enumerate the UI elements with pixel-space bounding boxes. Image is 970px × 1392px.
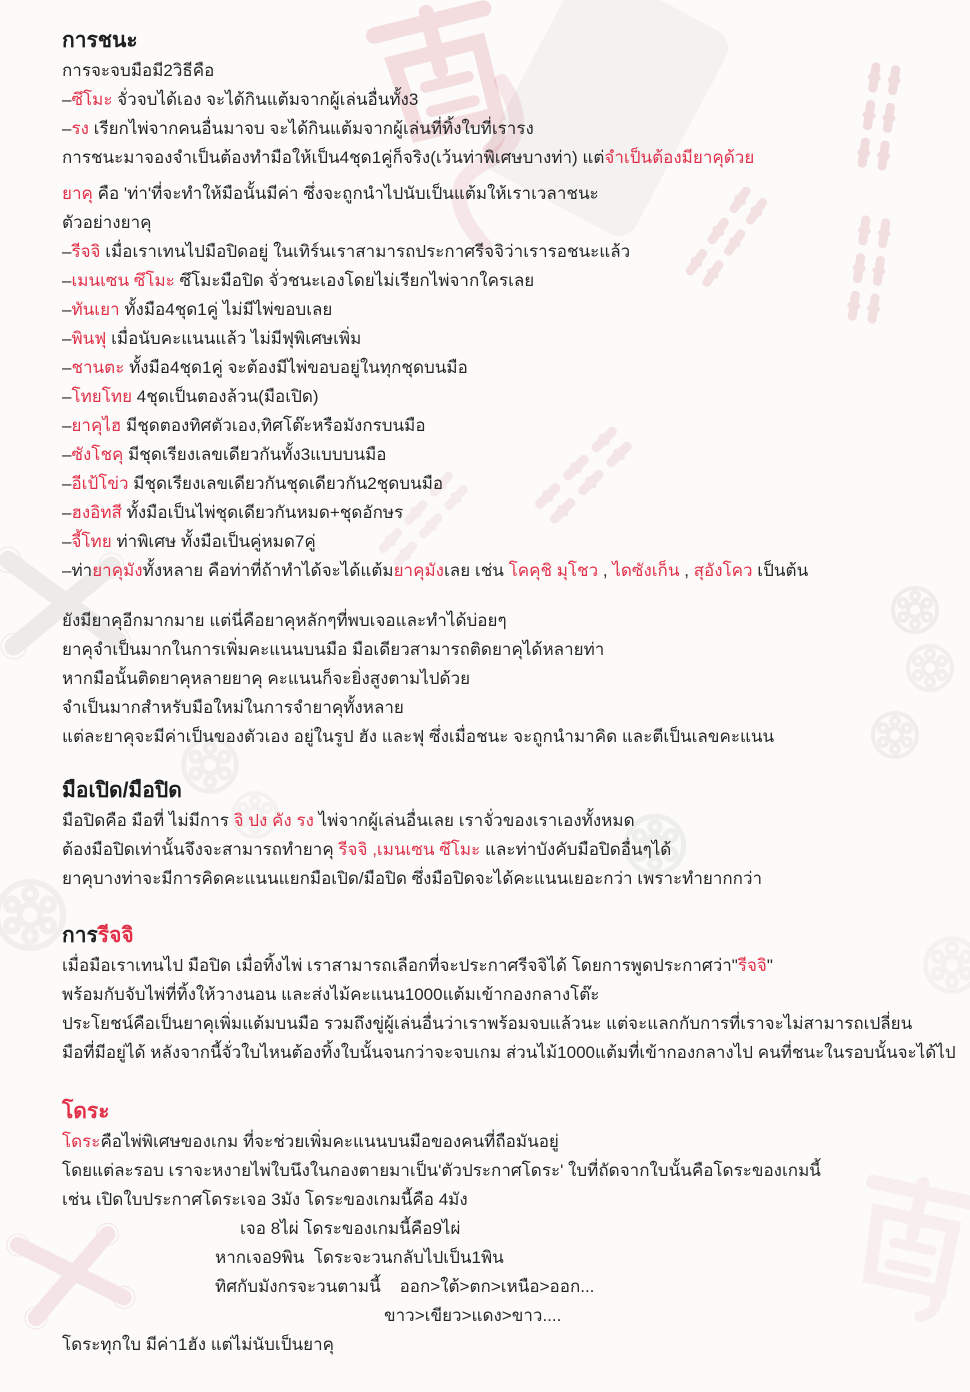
body-text: ขาว>เขียว>แดง>ขาว....	[384, 1306, 562, 1325]
section-open-closed	[62, 776, 962, 893]
text-line	[62, 835, 962, 864]
text-line	[62, 208, 962, 237]
body-text: ทั้งหลาย คือท่าที่ถ้าทำได้จะได้แต้ม	[142, 561, 394, 580]
highlight-text: ชานตะ	[71, 358, 125, 377]
body-text: เลย เช่น	[443, 561, 509, 580]
body-text: –	[62, 300, 72, 319]
text-line	[62, 440, 962, 469]
highlight-text: รง	[71, 119, 89, 138]
body-text: ทั้งมือเป็นไพ่ชุดเดียวกันหมด+ชุดอักษร	[121, 503, 404, 522]
body-text: –	[62, 503, 72, 522]
highlight-text: รีจจิ ,เมนเซน ซึโมะ	[338, 840, 481, 859]
body-text: ซึโมะมือปิด จั่วชนะเองโดยไม่เรียกไพ่จากใครเลย	[174, 271, 535, 290]
section-heading	[62, 921, 962, 951]
body-text: "	[766, 956, 773, 975]
body-text: –	[62, 271, 72, 290]
highlight-text: อีเป้โข่ว	[71, 474, 129, 493]
body-text: –	[62, 242, 72, 261]
section-yaku	[62, 179, 962, 585]
body-text: ไพ่จากผู้เล่นอื่นเลย เราจั่วของเราเองทั้งหมด	[313, 811, 635, 830]
body-text: จำเป็นมากสำหรับมือใหม่ในการจำยาคุทั้งหลาย	[62, 698, 404, 717]
highlight-text: ยาคุ	[62, 184, 93, 203]
body-text: หากเจอ9พิน โดระจะวนกลับไปเป็น1พิน	[215, 1248, 504, 1267]
text-line	[62, 1243, 962, 1272]
highlight-text: ยาคุไฮ	[71, 416, 122, 435]
text-line	[62, 606, 962, 635]
text-line	[62, 382, 962, 411]
body-text: ทั้งมือ4ชุด1คู่ ไม่มีไพ่ขอบเลย	[119, 300, 333, 319]
body-text: –	[62, 329, 72, 348]
highlight-text: ไดซังเก็น	[612, 561, 680, 580]
highlight-text: ซึโมะ	[71, 90, 113, 109]
body-text: –	[62, 90, 72, 109]
text-line	[62, 411, 962, 440]
text-line	[62, 324, 962, 353]
body-text: ท่าพิเศษ ทั้งมือเป็นคู่หมด7คู่	[111, 532, 316, 551]
body-text: ประโยชน์คือเป็นยาคุเพิ่มแต้มบนมือ รวมถึงขู่ผู้เล่นอื่นว่าเราพร้อมจบแล้วนะ แต่จะแลกกับการที่เราจะไม่สามารถเปลี่ยน	[62, 1014, 913, 1033]
highlight-text: ยาคุมัง	[393, 561, 444, 580]
highlight-text: ฮงอิทสี	[71, 503, 122, 522]
body-text: ตัวอย่างยาคุ	[62, 213, 152, 232]
text-line	[62, 85, 962, 114]
body-text: หากมือนั้นติดยาคุหลายยาคุ คะแนนก็จะยิ่งสูงตามไปด้วย	[62, 669, 471, 688]
body-text: คือไพ่พิเศษของเกม ที่จะช่วยเพิ่มคะแนนบนมือของคนที่ถือมันอยู่	[100, 1132, 559, 1151]
body-text: เป็นต้น	[752, 561, 809, 580]
highlight-text: จิ ปง คัง รง	[233, 811, 314, 830]
text-line	[62, 266, 962, 295]
body-text: เจอ 8ไผ่ โดระของเกมนี้คือ9ไผ่	[240, 1219, 461, 1238]
body-text: การชนะมาจองจำเป็นต้องทำมือให้เป็น4ชุด1คู่ก็จริง(เว้นท่าพิเศษบางท่า) แต่	[62, 148, 605, 167]
body-text: –ท่า	[62, 561, 93, 580]
text-line	[62, 498, 962, 527]
body-text: ทิศกับมังกรจะวนตามนี้ ออก>ใต้>ตก>เหนือ>ออก...	[215, 1277, 595, 1296]
body-text: มีชุดเรียงเลขเดียวกันชุดเดียวกัน2ชุดบนมือ	[128, 474, 444, 493]
text-line	[62, 179, 962, 208]
body-text: การจะจบมือมี2วิธีคือ	[62, 61, 215, 80]
body-text: ,	[679, 561, 694, 580]
body-text: –	[62, 474, 72, 493]
body-text: เช่น เปิดใบประกาศโดระเจอ 3มัง โดระของเกมนี้คือ 4มัง	[62, 1190, 468, 1209]
body-text: 4ชุดเป็นตองล้วน(มือเปิด)	[132, 387, 319, 406]
text-line	[62, 1330, 962, 1359]
body-text: คือ 'ท่า'ที่จะทำให้มือนั้นมีค่า ซึ่งจะถูกนำไปนับเป็นแต้มให้เราเวลาชนะ	[92, 184, 599, 203]
body-text: พร้อมกับจับไพ่ที่ทิ้งให้วางนอน และส่งไม้คะแนน1000แต้มเข้ากองกลางโต๊ะ	[62, 985, 600, 1004]
text-line	[62, 114, 962, 143]
highlight-text: โดระ	[62, 1132, 101, 1151]
highlight-text: โทยโทย	[71, 387, 133, 406]
highlight-text: ซังโชคุ	[71, 445, 124, 464]
body-text: เมื่อเราเทนไปมือปิดอยู่ ในเทิร์นเราสามารถประกาศรีจจิว่าเรารอชนะแล้ว	[100, 242, 631, 261]
body-text: จั่วจบได้เอง จะได้กินแต้มจากผู้เล่นอื่นทั้ง3	[112, 90, 419, 109]
body-text: เมื่อมือเราเทนไป มือปิด เมื่อทิ้งไพ่ เราสามารถเลือกที่จะประกาศรีจจิได้ โดยการพูดประกาศว่า"	[62, 956, 738, 975]
body-text: มือปิดคือ มือที่ ไม่มีการ	[62, 811, 234, 830]
body-text: –	[62, 445, 72, 464]
highlight-text: ทันเยา	[71, 300, 120, 319]
body-text: ต้องมือปิดเท่านั้นจึงจะสามารถทำยาคุ	[62, 840, 339, 859]
section-heading	[62, 776, 962, 806]
text-line	[62, 951, 962, 980]
body-text: มีชุดเรียงเลขเดียวกันทั้ง3แบบบนมือ	[123, 445, 387, 464]
body-text: –	[62, 387, 72, 406]
text-line	[62, 143, 962, 172]
text-line	[62, 469, 962, 498]
text-line	[62, 295, 962, 324]
highlight-text: พินฟุ	[71, 329, 107, 348]
body-text: ยาคุบางท่าจะมีการคิดคะแนนแยกมือเปิด/มือปิด ซึ่งมือปิดจะได้คะแนนเยอะกว่า เพราะทำยากกว่า	[62, 869, 763, 888]
body-text: โดระทุกใบ มีค่า1ฮัง แต่ไม่นับเป็นยาคุ	[62, 1335, 334, 1354]
body-text: ยาคุจำเป็นมากในการเพิ่มคะแนนบนมือ มือเดียวสามารถติดยาคุได้หลายท่า	[62, 640, 605, 659]
text-line	[62, 864, 962, 893]
highlight-text: โดระ	[62, 1100, 110, 1123]
text-line	[62, 980, 962, 1009]
highlight-text: รีจจิ	[97, 924, 134, 947]
body-text: –	[62, 119, 72, 138]
section-yaku-notes	[62, 606, 962, 751]
body-text: การ	[62, 924, 98, 947]
section-heading	[62, 26, 962, 56]
text-line	[62, 664, 962, 693]
text-line	[62, 1272, 962, 1301]
body-text: โดยแต่ละรอบ เราจะหงายไพ่ใบนึงในกองตายมาเป็น'ตัวประกาศโดระ' ใบที่ถัดจากใบนั้นคือโดระของเกมนี้	[62, 1161, 821, 1180]
section-dora	[62, 1097, 962, 1359]
section-riichi	[62, 921, 962, 1067]
text-line	[62, 722, 962, 751]
text-line	[62, 56, 962, 85]
text-line	[62, 693, 962, 722]
body-text: มีชุดตองทิศตัวเอง,ทิศโต๊ะหรือมังกรบนมือ	[121, 416, 426, 435]
body-text: –	[62, 532, 72, 551]
highlight-text: จำเป็นต้องมียาคุด้วย	[604, 148, 755, 167]
text-line	[62, 1156, 962, 1185]
text-line	[62, 1214, 962, 1243]
highlight-text: โคคุชิ มุโชว	[508, 561, 599, 580]
body-text: –	[62, 416, 72, 435]
highlight-text: ยาคุมัง	[92, 561, 143, 580]
body-text: มือที่มีอยู่ได้ หลังจากนี้จั่วใบไหนต้องทิ้งใบนั้นจนกว่าจะจบเกม ส่วนไม้1000แต้มที่เข้ากองกลางไป คนที่ชนะในรอบนั้นจะได้ไป	[62, 1043, 956, 1062]
body-text: และท่าบังคับมือปิดอื่นๆได้	[480, 840, 672, 859]
highlight-text: เมนเซน ซึโมะ	[71, 271, 175, 290]
section-heading	[62, 1097, 962, 1127]
body-text: มือเปิด/มือปิด	[62, 779, 182, 802]
body-text: ยังมียาคุอีกมากมาย แต่นี่คือยาคุหลักๆที่พบเจอและทำได้บ่อยๆ	[62, 611, 507, 630]
body-text: ทั้งมือ4ชุด1คู่ จะต้องมีไพ่ขอบอยู่ในทุกชุดบนมือ	[124, 358, 468, 377]
highlight-text: จี้โทย	[71, 532, 112, 551]
body-text: แต่ละยาคุจะมีค่าเป็นของตัวเอง อยู่ในรูป ฮัง และฟุ ซึ่งเมื่อชนะ จะถูกนำมาคิด และตีเป็นเลขคะแนน	[62, 727, 775, 746]
section-winning	[62, 26, 962, 172]
text-line	[62, 635, 962, 664]
body-text: –	[62, 358, 72, 377]
highlight-text: รีจจิ	[737, 956, 767, 975]
text-line	[62, 1185, 962, 1214]
text-line	[62, 237, 962, 266]
body-text: เรียกไพ่จากคนอื่นมาจบ จะได้กินแต้มจากผู้เล่นที่ทิ้งใบที่เรารง	[88, 119, 534, 138]
text-line	[62, 806, 962, 835]
highlight-text: รีจจิ	[71, 242, 101, 261]
text-line	[62, 1009, 962, 1038]
text-line	[62, 527, 962, 556]
body-text: การชนะ	[62, 29, 138, 52]
body-text: เมื่อนับคะแนนแล้ว ไม่มีฟุพิเศษเพิ่ม	[106, 329, 362, 348]
text-line	[62, 353, 962, 382]
text-line	[62, 1301, 962, 1330]
text-line	[62, 1127, 962, 1156]
text-line	[62, 1038, 962, 1067]
text-line	[62, 556, 962, 585]
body-text: ,	[598, 561, 613, 580]
highlight-text: สุอังโคว	[693, 561, 753, 580]
